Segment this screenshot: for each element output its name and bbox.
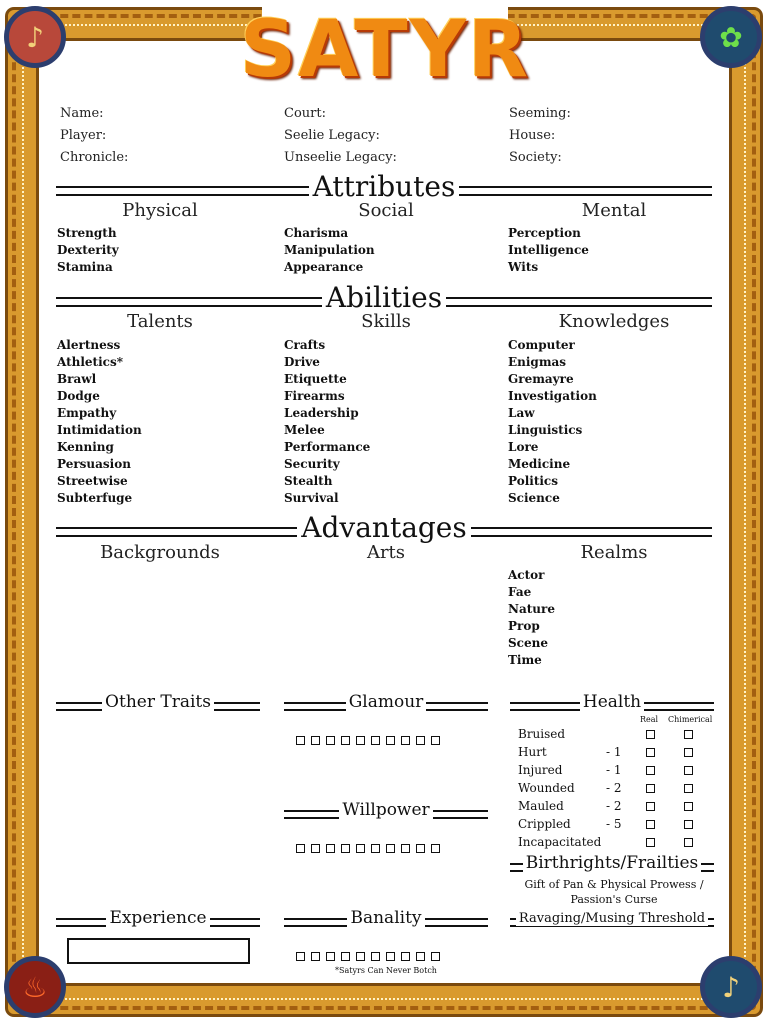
willpower-checkbox[interactable] — [356, 844, 365, 853]
health-level-row — [518, 817, 708, 835]
banality-checkbox[interactable] — [326, 952, 335, 961]
trait-wits: Wits — [508, 260, 539, 274]
header-col-2 — [284, 103, 397, 169]
realm-item: Time — [508, 653, 542, 667]
health-chimerical-label: Chimerical — [668, 715, 713, 724]
willpower-title: Willpower — [339, 800, 432, 820]
health-level-name: Wounded — [518, 781, 575, 795]
botch-note: *Satyrs Can Never Botch — [335, 966, 437, 975]
glamour-boxes — [296, 736, 440, 745]
willpower-checkbox[interactable] — [296, 844, 305, 853]
health-chimerical-checkbox[interactable] — [684, 730, 693, 739]
physical-list — [57, 225, 119, 276]
health-level-penalty: - 5 — [606, 817, 622, 831]
physical-title: Physical — [122, 200, 198, 221]
banality-checkbox[interactable] — [386, 952, 395, 961]
health-level-name: Hurt — [518, 745, 547, 759]
skill-item: Etiquette — [284, 372, 347, 386]
glamour-checkbox[interactable] — [326, 736, 335, 745]
seeming-field[interactable]: Seeming: — [509, 106, 571, 121]
banality-checkbox[interactable] — [356, 952, 365, 961]
health-real-label: Real — [640, 715, 659, 724]
advantages-header — [56, 511, 712, 544]
realm-item: Nature — [508, 602, 555, 616]
player-field[interactable]: Player: — [60, 128, 107, 143]
talent-item: Subterfuge — [57, 491, 133, 505]
other-traits-header — [56, 692, 260, 715]
mental-title: Mental — [581, 200, 647, 221]
skill-item: Security — [284, 457, 340, 471]
health-chimerical-checkbox[interactable] — [684, 802, 693, 811]
glamour-checkbox[interactable] — [356, 736, 365, 745]
knowledge-item: Law — [508, 406, 535, 420]
willpower-boxes — [296, 844, 440, 853]
skill-item: Performance — [284, 440, 371, 454]
health-chimerical-checkbox[interactable] — [684, 820, 693, 829]
society-field[interactable]: Society: — [509, 150, 562, 165]
trait-stamina: Stamina — [57, 260, 113, 274]
talent-item: Athletics* — [57, 355, 123, 369]
arts-title: Arts — [366, 542, 406, 563]
willpower-checkbox[interactable] — [431, 844, 440, 853]
realm-item: Actor — [508, 568, 545, 582]
health-level-row — [518, 763, 708, 781]
willpower-checkbox[interactable] — [386, 844, 395, 853]
glamour-checkbox[interactable] — [431, 736, 440, 745]
health-level-name: Incapacitated — [518, 835, 602, 849]
abilities-header — [56, 281, 712, 314]
health-level-penalty: - 1 — [606, 763, 622, 777]
health-level-penalty: - 2 — [606, 799, 622, 813]
attributes-header — [56, 170, 712, 203]
knowledges-list — [508, 337, 597, 507]
social-list — [284, 225, 375, 276]
knowledges-title: Knowledges — [558, 311, 670, 332]
birthrights-text: Gift of Pan & Physical Prowess / Passion's Curse — [524, 878, 704, 906]
knowledge-item: Gremayre — [508, 372, 574, 386]
banality-checkbox[interactable] — [371, 952, 380, 961]
knowledge-item: Enigmas — [508, 355, 567, 369]
butterfly-icon: ✿ — [719, 20, 743, 54]
talents-list — [57, 337, 142, 507]
banality-title: Banality — [347, 908, 424, 928]
willpower-header — [284, 800, 488, 823]
health-level-penalty: - 2 — [606, 781, 622, 795]
skill-item: Crafts — [284, 338, 326, 352]
banality-boxes — [296, 952, 440, 961]
knowledge-item: Investigation — [508, 389, 597, 403]
attributes-title: Attributes — [309, 170, 460, 203]
name-field[interactable]: Name: — [60, 106, 104, 121]
social-title: Social — [358, 200, 414, 221]
talent-item: Brawl — [57, 372, 97, 386]
trait-charisma: Charisma — [284, 226, 349, 240]
birthrights-title: Birthrights/Frailties — [523, 853, 702, 873]
knowledge-item: Linguistics — [508, 423, 583, 437]
talent-item: Dodge — [57, 389, 100, 403]
house-field[interactable]: House: — [509, 128, 556, 143]
talent-item: Intimidation — [57, 423, 142, 437]
trait-perception: Perception — [508, 226, 581, 240]
chronicle-field[interactable]: Chronicle: — [60, 150, 129, 165]
knowledge-item: Lore — [508, 440, 539, 454]
talent-item: Streetwise — [57, 474, 128, 488]
abilities-title: Abilities — [322, 281, 446, 314]
glamour-checkbox[interactable] — [371, 736, 380, 745]
talent-item: Alertness — [57, 338, 121, 352]
banality-checkbox[interactable] — [296, 952, 305, 961]
health-level-row — [518, 799, 708, 817]
willpower-checkbox[interactable] — [371, 844, 380, 853]
trait-strength: Strength — [57, 226, 117, 240]
willpower-checkbox[interactable] — [416, 844, 425, 853]
talent-item: Empathy — [57, 406, 117, 420]
health-title: Health — [580, 692, 644, 712]
skill-item: Drive — [284, 355, 320, 369]
health-level-row — [518, 745, 708, 763]
glamour-title: Glamour — [346, 692, 427, 712]
knowledge-item: Science — [508, 491, 560, 505]
willpower-checkbox[interactable] — [341, 844, 350, 853]
health-header — [510, 692, 714, 715]
health-real-checkbox[interactable] — [646, 784, 655, 793]
glamour-checkbox[interactable] — [416, 736, 425, 745]
trait-intelligence: Intelligence — [508, 243, 589, 257]
flame-icon: ♨ — [22, 970, 48, 1004]
glamour-checkbox[interactable] — [386, 736, 395, 745]
health-level-name: Mauled — [518, 799, 564, 813]
willpower-checkbox[interactable] — [311, 844, 320, 853]
health-level-name: Bruised — [518, 727, 566, 741]
skills-title: Skills — [361, 311, 411, 332]
birthrights-header — [510, 853, 714, 876]
corner-medallion-bottom-right — [700, 956, 762, 1018]
corner-medallion-bottom-left — [4, 956, 66, 1018]
panpipes-icon: ♪ — [26, 20, 44, 54]
banality-checkbox[interactable] — [431, 952, 440, 961]
threshold-header — [510, 911, 714, 931]
health-chimerical-checkbox[interactable] — [684, 748, 693, 757]
trait-appearance: Appearance — [284, 260, 364, 274]
health-level-row — [518, 781, 708, 799]
willpower-checkbox[interactable] — [401, 844, 410, 853]
health-real-checkbox[interactable] — [646, 820, 655, 829]
skill-item: Firearms — [284, 389, 345, 403]
knowledge-item: Politics — [508, 474, 558, 488]
seelie-legacy-field[interactable]: Seelie Legacy: — [284, 128, 380, 143]
health-real-checkbox[interactable] — [646, 766, 655, 775]
header-col-3 — [509, 103, 571, 169]
glamour-checkbox[interactable] — [341, 736, 350, 745]
corner-medallion-top-right — [700, 6, 762, 68]
threshold-title: Ravaging/Musing Threshold — [516, 911, 708, 926]
experience-header — [56, 908, 260, 931]
corner-medallion-top-left — [4, 6, 66, 68]
realm-item: Scene — [508, 636, 548, 650]
realm-item: Fae — [508, 585, 532, 599]
backgrounds-title: Backgrounds — [100, 542, 220, 563]
mental-list — [508, 225, 589, 276]
health-level-name: Injured — [518, 763, 563, 777]
talents-title: Talents — [127, 311, 193, 332]
experience-title: Experience — [106, 908, 209, 928]
banality-checkbox[interactable] — [311, 952, 320, 961]
unseelie-legacy-field[interactable]: Unseelie Legacy: — [284, 150, 397, 165]
health-chimerical-checkbox[interactable] — [684, 838, 693, 847]
realms-title: Realms — [580, 542, 648, 563]
talent-item: Persuasion — [57, 457, 131, 471]
glamour-checkbox[interactable] — [401, 736, 410, 745]
banality-checkbox[interactable] — [401, 952, 410, 961]
trait-manipulation: Manipulation — [284, 243, 375, 257]
skill-item: Leadership — [284, 406, 359, 420]
health-level-name: Crippled — [518, 817, 571, 831]
health-level-row — [518, 727, 708, 745]
glamour-checkbox[interactable] — [296, 736, 305, 745]
skill-item: Stealth — [284, 474, 333, 488]
banality-header — [284, 908, 488, 931]
header-col-1 — [60, 103, 128, 169]
banality-checkbox[interactable] — [416, 952, 425, 961]
willpower-checkbox[interactable] — [326, 844, 335, 853]
knowledge-item: Medicine — [508, 457, 571, 471]
health-level-row — [518, 835, 708, 853]
talent-item: Kenning — [57, 440, 114, 454]
satyr-logo: SATYR — [262, 0, 508, 100]
skills-list — [284, 337, 370, 507]
panpipes-icon: ♪ — [722, 970, 740, 1004]
health-real-checkbox[interactable] — [646, 802, 655, 811]
health-level-penalty: - 1 — [606, 745, 622, 759]
advantages-title: Advantages — [297, 511, 471, 544]
experience-field[interactable] — [67, 938, 250, 964]
other-traits-title: Other Traits — [102, 692, 214, 712]
glamour-header — [284, 692, 488, 715]
health-chimerical-checkbox[interactable] — [684, 784, 693, 793]
health-chimerical-checkbox[interactable] — [684, 766, 693, 775]
skill-item: Melee — [284, 423, 325, 437]
realms-list — [508, 567, 555, 669]
realm-item: Prop — [508, 619, 540, 633]
health-real-checkbox[interactable] — [646, 838, 655, 847]
knowledge-item: Computer — [508, 338, 575, 352]
trait-dexterity: Dexterity — [57, 243, 119, 257]
health-real-checkbox[interactable] — [646, 730, 655, 739]
banality-checkbox[interactable] — [341, 952, 350, 961]
health-real-checkbox[interactable] — [646, 748, 655, 757]
glamour-checkbox[interactable] — [311, 736, 320, 745]
skill-item: Survival — [284, 491, 339, 505]
court-field[interactable]: Court: — [284, 106, 326, 121]
